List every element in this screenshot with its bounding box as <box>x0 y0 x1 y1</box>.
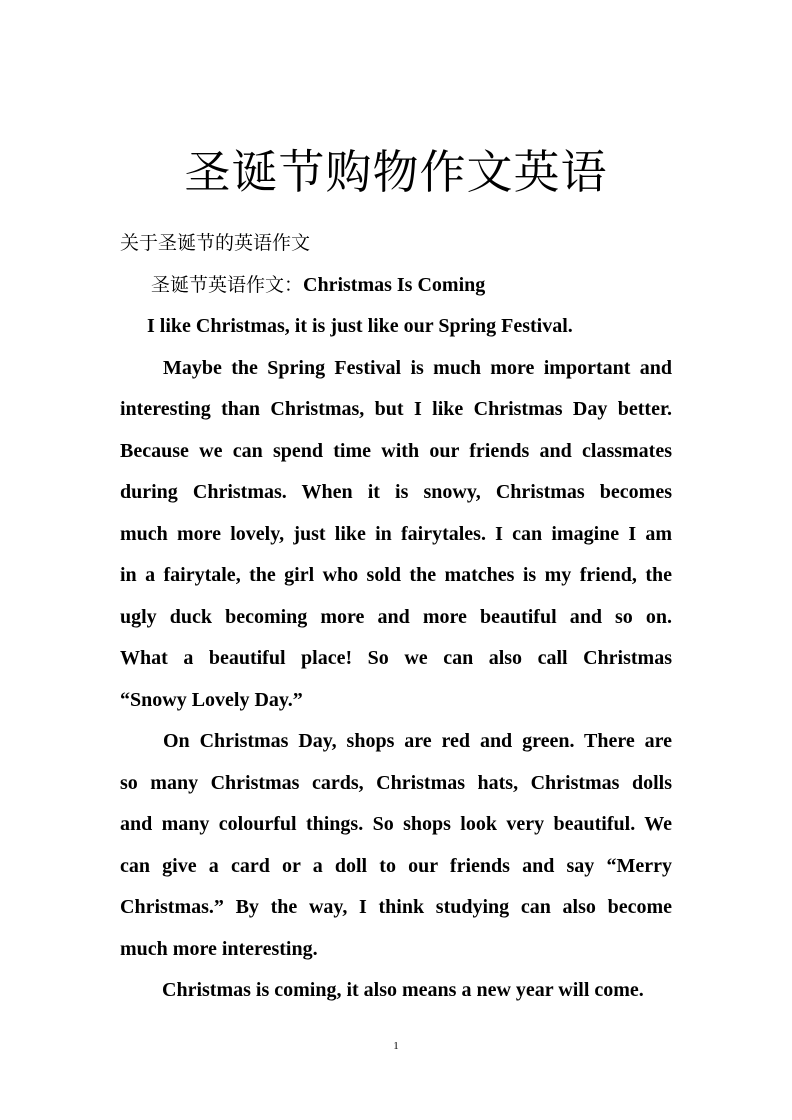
paragraph-line: I like Christmas, it is just like our Spring Festival. <box>147 315 573 337</box>
paragraph-line: Because we can spend time with our friends and classmates <box>120 439 672 462</box>
subheading: 关于圣诞节的英语作文 <box>120 232 311 254</box>
paragraph-line: and many colourful things. So shops look very beautiful. We <box>120 813 672 835</box>
document-body <box>120 223 672 1012</box>
paragraph-line: ugly duck becoming more and more beautiful and so on. <box>120 605 672 628</box>
paragraph-line: can give a card or a doll to our friends and say “Merry <box>120 854 672 877</box>
paragraph-line: much more lovely, just like in fairytales. I can imagine I am <box>120 522 672 545</box>
essay-heading <box>120 265 672 307</box>
paragraph-line: Christmas is coming, it also means a new year will come. <box>162 979 644 1001</box>
paragraph-line: so many Christmas cards, Christmas hats, Christmas dolls <box>120 771 672 794</box>
paragraph-line: “Snowy Lovely Day.” <box>120 688 303 711</box>
paragraph-line: What a beautiful place! So we can also call Christmas <box>120 647 672 669</box>
page-number: 1 <box>393 1040 399 1052</box>
paragraph-line: On Christmas Day, shops are red and green. There are <box>163 730 672 752</box>
paragraph-line: much more interesting. <box>120 937 318 960</box>
document-title: 圣诞节购物作文英语 <box>184 145 608 199</box>
paragraph-line: interesting than Christmas, but I like Christmas Day better. <box>120 398 672 420</box>
paragraph-line: in a fairytale, the girl who sold the matches is my friend, the <box>120 564 672 586</box>
essay-heading-cn: 圣诞节英语作文： <box>151 273 304 296</box>
paragraph-line: Christmas.” By the way, I think studying can also become <box>120 896 672 918</box>
paragraph-line: Maybe the Spring Festival is much more important and <box>163 356 672 379</box>
paragraph-line: during Christmas. When it is snowy, Christmas becomes <box>120 481 672 503</box>
essay-heading-en: Christmas Is Coming <box>303 273 486 296</box>
